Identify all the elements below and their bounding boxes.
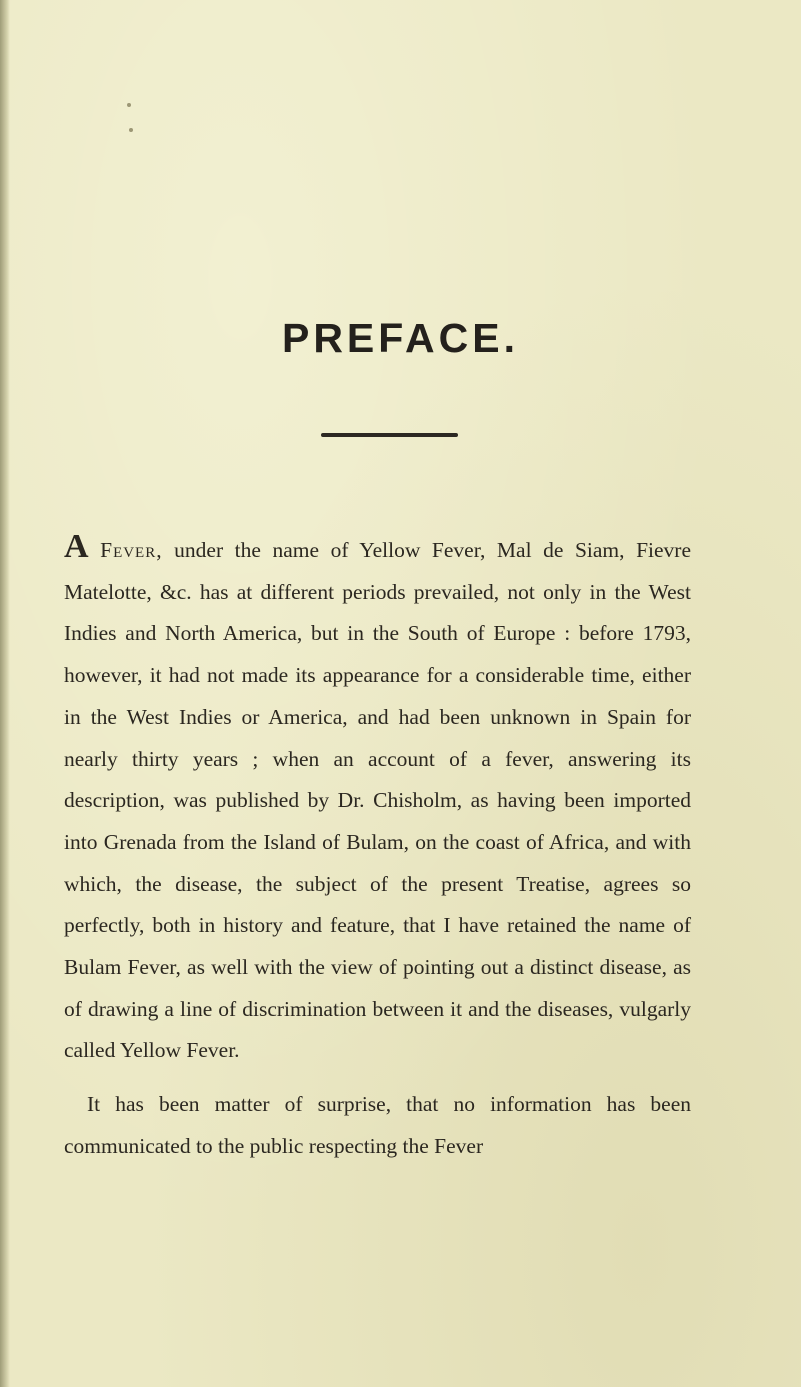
lead-word: Fever, (100, 538, 163, 562)
preface-body (64, 530, 691, 1168)
paper-speck (129, 128, 133, 132)
paragraph-2-text: It has been matter of surprise, that no information has been communicated to the public respecting the Fever (64, 1092, 691, 1158)
page-title: PREFACE. (281, 315, 520, 362)
page-edge-shadow (0, 0, 10, 1387)
paragraph-1 (64, 530, 691, 1072)
paper-speck (127, 103, 131, 107)
title-rule (321, 433, 458, 437)
drop-initial: A (64, 528, 89, 565)
paragraph-1-text: under the name of Yellow Fever, Mal de Siam, Fievre Matelotte, &c. has at different periods prevailed, not only in the West Indies and North America, but in the South of Europe : before 1793, however, it had not made its appearance for a considerable time, either in the West Indies or America, and had been unknown in Spain for nearly thirty years ; when an account of a fever, answering its description, was published by Dr. Chisholm, as having been imported into Grenada from the Island of Bulam, on the coast of Africa, and with which, the disease, the subject of the present Treatise, agrees so perfectly, both in history and feature, that I have retained the name of Bulam Fever, as well with the view of pointing out a distinct disease, as of drawing a line of discrimination between it and the diseases, vulgarly called Yellow Fever. (64, 538, 691, 1063)
paragraph-2 (64, 1084, 691, 1167)
